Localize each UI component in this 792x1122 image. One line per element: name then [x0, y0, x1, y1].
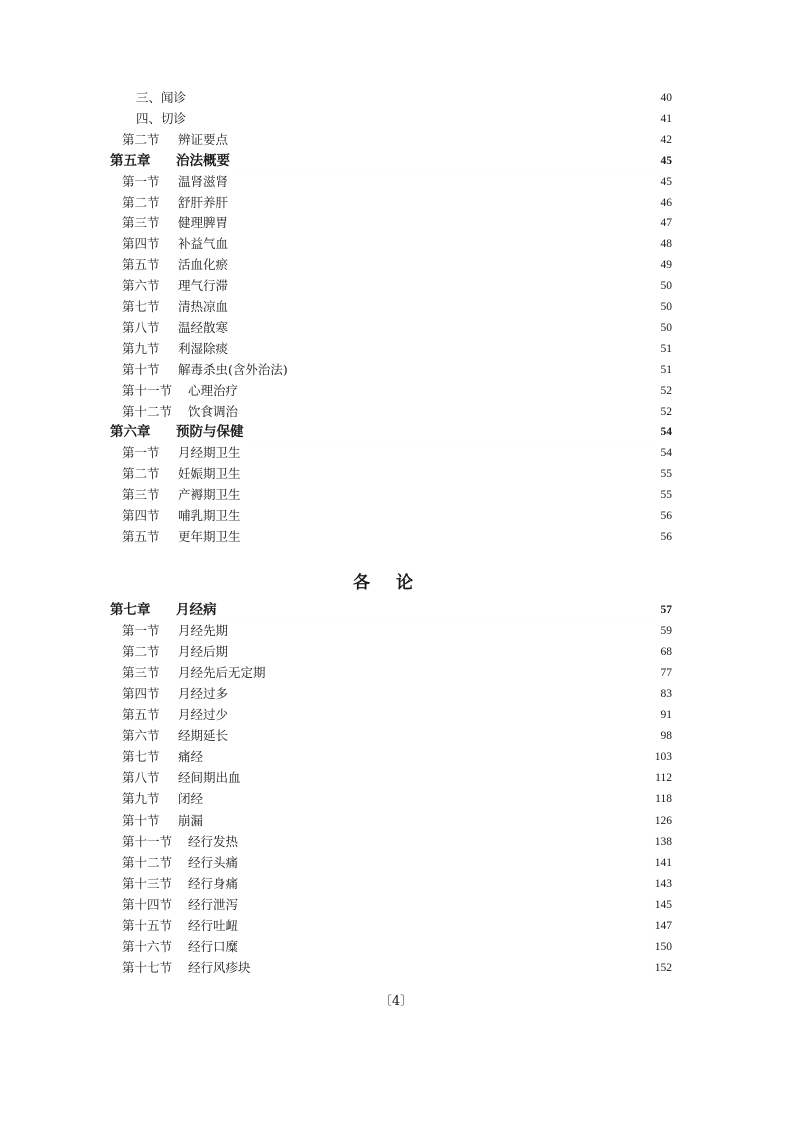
toc-entry: [110, 88, 672, 108]
toc-entry-label: [110, 600, 219, 620]
toc-entry-title: 更年期卫生: [178, 528, 241, 544]
dot-leader: [245, 527, 658, 547]
toc-entry: [110, 485, 672, 505]
toc-entry-label: [110, 663, 268, 683]
toc-entry-page: 47: [660, 217, 672, 230]
toc-entry: [110, 832, 672, 852]
toc-chapter-entry: [110, 422, 672, 442]
dot-leader: [232, 339, 658, 359]
dot-leader: [245, 485, 658, 505]
toc-entry-number: 第一节: [122, 623, 160, 639]
dot-leader: [255, 958, 653, 978]
dot-leader: [207, 811, 653, 831]
toc-chapter-entry: [110, 151, 672, 171]
toc-entry-label: [110, 958, 253, 978]
toc-entry-number: 第十节: [122, 361, 160, 377]
toc-entry: [110, 768, 672, 788]
dot-leader: [232, 705, 658, 725]
dot-leader: [232, 213, 658, 233]
toc-entry-page: 51: [660, 342, 672, 355]
dot-leader: [232, 255, 658, 275]
toc-entry: [110, 958, 672, 978]
toc-entry-label: [110, 937, 240, 957]
toc-entry-number: 第十七节: [122, 959, 173, 975]
toc-entry-title: 崩漏: [178, 812, 204, 828]
dot-leader: [248, 422, 659, 442]
toc-entry: [110, 318, 672, 338]
toc-entry: [110, 663, 672, 683]
toc-entry-number: 第四节: [122, 508, 160, 523]
dot-leader: [242, 874, 653, 894]
toc-entry-page: 50: [660, 301, 672, 313]
toc-entry-label: [110, 88, 188, 108]
toc-entry-page: 49: [660, 259, 672, 272]
toc-entry-number: 第四节: [122, 686, 160, 702]
toc-entry-label: [110, 726, 230, 746]
toc-entry-label: [110, 130, 230, 150]
toc-entry-number: 第五章: [110, 152, 151, 169]
toc-entry-page: 145: [654, 898, 672, 911]
toc-entry-number: 第十四节: [122, 896, 173, 912]
toc-entry: [110, 464, 672, 484]
dot-leader: [245, 768, 654, 788]
toc-entry-label: [110, 811, 205, 831]
dot-leader: [292, 360, 658, 380]
dot-leader: [245, 464, 658, 484]
dot-leader: [245, 506, 658, 526]
dot-leader: [242, 402, 658, 422]
toc-entry-page: 54: [660, 447, 672, 460]
toc-entry-number: 第三节: [122, 487, 160, 503]
toc-entry-page: 147: [654, 919, 672, 932]
toc-entry-number: 第二节: [122, 466, 160, 482]
toc-entry: [110, 747, 672, 767]
toc-entry-title: 辨证要点: [178, 131, 229, 147]
toc-entry-page: 50: [660, 321, 672, 334]
toc-entry-title: 预防与保健: [176, 424, 244, 441]
toc-entry-label: [110, 506, 243, 526]
toc-entry-page: 77: [660, 667, 672, 680]
dot-leader: [242, 832, 653, 852]
toc-entry-label: [110, 895, 240, 915]
toc-entry-title: 月经过少: [178, 707, 229, 723]
toc-entry-number: 第一节: [122, 173, 160, 189]
toc-entry: [110, 705, 672, 725]
toc-entry-label: [110, 422, 246, 442]
toc-entry-label: [110, 485, 243, 505]
dot-leader: [242, 916, 653, 936]
toc-entry-label: [110, 109, 188, 129]
toc-entry: [110, 360, 672, 380]
toc-entry-title: 温经散寒: [178, 319, 229, 335]
toc-entry: [110, 172, 672, 192]
toc-entry-title: 经行口糜: [188, 938, 239, 954]
toc-entry-label: [110, 768, 243, 788]
toc-entry-title: 经行发热: [188, 833, 239, 849]
toc-entry-label: [110, 276, 230, 296]
toc-entry-page: 91: [660, 709, 672, 722]
dot-leader: [234, 151, 658, 171]
toc-entry: [110, 895, 672, 915]
toc-entry-number: 第十二节: [122, 403, 173, 419]
toc-entry: [110, 621, 672, 641]
toc-entry-page: 42: [660, 133, 672, 146]
toc-entry-page: 50: [660, 280, 672, 293]
toc-entry-title: 经行泄泻: [188, 896, 239, 912]
toc-entry-number: 第十五节: [122, 917, 173, 933]
toc-entry-number: 第十二节: [122, 854, 173, 870]
toc-entry-page: 68: [660, 646, 672, 659]
toc-entry-page: 83: [660, 688, 672, 701]
toc-entry-title: 补益气血: [178, 236, 229, 252]
toc-entry-page: 138: [654, 835, 672, 848]
toc-entry: [110, 109, 672, 129]
dot-leader: [232, 621, 658, 641]
toc-entry-label: [110, 193, 230, 213]
toc-entry-title: 妊娠期卫生: [178, 466, 241, 482]
page-number: 〔4〕: [378, 994, 414, 1009]
toc-entry-label: [110, 360, 290, 380]
toc-entry-number: 第十六节: [122, 938, 173, 954]
toc-entry-number: 第五节: [122, 528, 160, 544]
dot-leader: [270, 663, 658, 683]
toc-entry-number: 第一节: [122, 445, 160, 461]
toc-entry-label: [110, 853, 240, 873]
toc-entry-title: 经行身痛: [188, 875, 239, 891]
toc-entry: [110, 130, 672, 150]
toc-entry-label: [110, 255, 230, 275]
dot-leader: [232, 234, 658, 254]
dot-leader: [190, 88, 658, 108]
toc-entry-label: [110, 464, 243, 484]
toc-entry-title: 解毒杀虫(含外治法): [178, 361, 288, 377]
toc-entry-number: 四、切诊: [136, 110, 187, 126]
dot-leader: [232, 130, 658, 150]
toc-entry-page: 52: [660, 384, 672, 397]
toc-entry-label: [110, 402, 240, 422]
toc-entry-label: [110, 339, 230, 359]
toc-entry-title: 理气行滞: [178, 278, 229, 294]
toc-entry-number: 第四节: [122, 236, 160, 252]
dot-leader: [232, 642, 658, 662]
toc-entry-page: 152: [654, 961, 672, 974]
toc-entry-label: [110, 747, 205, 767]
dot-leader: [232, 193, 658, 213]
toc-entry-title: 清热凉血: [178, 299, 229, 314]
toc-entry-label: [110, 213, 230, 233]
toc-chapter-entry: [110, 600, 672, 620]
dot-leader: [232, 318, 658, 338]
toc-entry-number: 第七章: [110, 602, 151, 618]
toc-entry: [110, 193, 672, 213]
dot-leader: [242, 381, 658, 401]
toc-entry-page: 126: [654, 814, 672, 827]
toc-entry-page: 55: [660, 489, 672, 502]
toc-entry-number: 第七节: [122, 299, 160, 314]
toc-entry: [110, 381, 672, 401]
toc-entry-title: 痛经: [178, 749, 204, 765]
toc-entry-label: [110, 789, 205, 809]
toc-entry-number: 第二节: [122, 131, 160, 147]
dot-leader: [232, 726, 658, 746]
toc-entry-number: 第十一节: [122, 382, 173, 398]
toc-entry-page: 141: [654, 856, 672, 869]
toc-entry: [110, 937, 672, 957]
toc-entry-page: 59: [660, 625, 672, 638]
toc-entry-label: [110, 684, 230, 704]
toc-entry-number: 第三节: [122, 215, 160, 231]
toc-entry-page: 150: [654, 940, 672, 953]
toc-entry-page: 112: [655, 772, 672, 785]
toc-entry-number: 第二节: [122, 194, 160, 210]
toc-entry: [110, 506, 672, 526]
toc-entry-title: 月经病: [176, 602, 217, 618]
section-heading: 各论: [353, 573, 439, 593]
toc-entry: [110, 527, 672, 547]
toc-entry: [110, 213, 672, 233]
toc-entry-page: 48: [660, 238, 672, 251]
toc-entry-page: 45: [660, 154, 672, 167]
toc-entry-number: 第五节: [122, 257, 160, 273]
toc-entry-number: 第六节: [122, 278, 160, 294]
toc-entry-title: 活血化瘀: [178, 257, 229, 273]
toc-entry: [110, 402, 672, 422]
toc-entry-title: 利湿除痰: [178, 340, 229, 356]
toc-entry-title: 温肾滋肾: [178, 173, 229, 189]
toc-entry-title: 健理脾胃: [178, 215, 229, 231]
toc-entry: [110, 339, 672, 359]
toc-entry-label: [110, 381, 240, 401]
toc-entry-page: 54: [660, 426, 672, 439]
toc-entry: [110, 255, 672, 275]
dot-leader: [190, 109, 658, 129]
toc-entry-label: [110, 621, 230, 641]
toc-entry-number: 第八节: [122, 319, 160, 335]
dot-leader: [207, 747, 653, 767]
toc-entry-number: 第十三节: [122, 875, 173, 891]
toc-entry-number: 第三节: [122, 665, 160, 681]
toc-entry-page: 98: [660, 730, 672, 743]
toc-entry-page: 41: [660, 112, 672, 125]
toc-entry-title: 月经过多: [178, 686, 229, 702]
toc-entry: [110, 916, 672, 936]
toc-entry-page: 46: [660, 196, 672, 209]
toc-entry-label: [110, 705, 230, 725]
toc-entry: [110, 276, 672, 296]
toc-entry-page: 118: [655, 793, 672, 806]
toc-entry: [110, 443, 672, 463]
toc-entry-page: 51: [660, 363, 672, 376]
toc-entry-title: 产褥期卫生: [178, 487, 241, 503]
dot-leader: [232, 684, 658, 704]
toc-entry-number: 第九节: [122, 791, 160, 807]
toc-entry-page: 56: [660, 510, 672, 522]
dot-leader: [232, 172, 658, 192]
toc-entry-number: 第八节: [122, 770, 160, 786]
toc-entry-page: 40: [660, 92, 672, 104]
toc-entry-label: [110, 172, 230, 192]
toc-entry-title: 月经期卫生: [178, 445, 241, 461]
toc-entry-label: [110, 642, 230, 662]
dot-leader: [242, 853, 653, 873]
toc-entry-label: [110, 527, 243, 547]
toc-entry-title: 经行吐衄: [188, 917, 239, 933]
toc-entry-label: [110, 832, 240, 852]
toc-entry-label: [110, 874, 240, 894]
toc-entry: [110, 853, 672, 873]
dot-leader: [242, 895, 653, 915]
toc-entry-number: 三、闻诊: [136, 90, 187, 105]
toc-entry: [110, 234, 672, 254]
toc-entry-title: 经行风疹块: [188, 959, 251, 975]
toc-entry-title: 月经先期: [178, 623, 229, 639]
dot-leader: [221, 600, 659, 620]
toc-entry: [110, 811, 672, 831]
toc-entry: [110, 684, 672, 704]
toc-entry-page: 52: [660, 405, 672, 418]
toc-entry: [110, 726, 672, 746]
toc-entry-page: 103: [654, 751, 672, 764]
toc-entry-page: 143: [654, 877, 672, 890]
toc-entry-page: 45: [660, 175, 672, 188]
toc-entry-label: [110, 297, 230, 317]
toc-entry-number: 第五节: [122, 707, 160, 723]
toc-entry: [110, 297, 672, 317]
toc-entry-label: [110, 234, 230, 254]
toc-entry: [110, 789, 672, 809]
toc-entry-title: 舒肝养肝: [178, 194, 229, 210]
toc-entry-number: 第十一节: [122, 833, 173, 849]
toc-entry-title: 经间期出血: [178, 770, 241, 786]
toc-entry-title: 经行头痛: [188, 854, 239, 870]
toc-entry-number: 第六节: [122, 728, 160, 744]
dot-leader: [242, 937, 653, 957]
toc-entry-number: 第七节: [122, 749, 160, 765]
dot-leader: [232, 297, 658, 317]
toc-entry-title: 闭经: [178, 791, 204, 807]
dot-leader: [245, 443, 658, 463]
toc-entry-number: 第九节: [122, 340, 160, 356]
toc-entry-title: 经期延长: [178, 728, 229, 744]
toc-entry-number: 第二节: [122, 644, 160, 660]
toc-entry-page: 56: [660, 530, 672, 543]
toc-entry-title: 治法概要: [176, 152, 230, 169]
toc-entry: [110, 642, 672, 662]
toc-entry-page: 55: [660, 468, 672, 481]
toc-entry-label: [110, 916, 240, 936]
toc-entry-title: 饮食调治: [188, 403, 239, 419]
toc-entry-label: [110, 443, 243, 463]
dot-leader: [207, 789, 653, 809]
toc-entry: [110, 874, 672, 894]
toc-entry-label: [110, 151, 232, 171]
dot-leader: [232, 276, 658, 296]
toc-entry-title: 月经后期: [178, 644, 229, 660]
toc-entry-label: [110, 318, 230, 338]
toc-entry-page: 57: [660, 604, 672, 616]
toc-entry-number: 第六章: [110, 424, 151, 441]
toc-entry-title: 月经先后无定期: [178, 665, 266, 681]
toc-entry-title: 心理治疗: [188, 382, 239, 398]
toc-entry-number: 第十节: [122, 812, 160, 828]
toc-entry-title: 哺乳期卫生: [178, 508, 241, 523]
